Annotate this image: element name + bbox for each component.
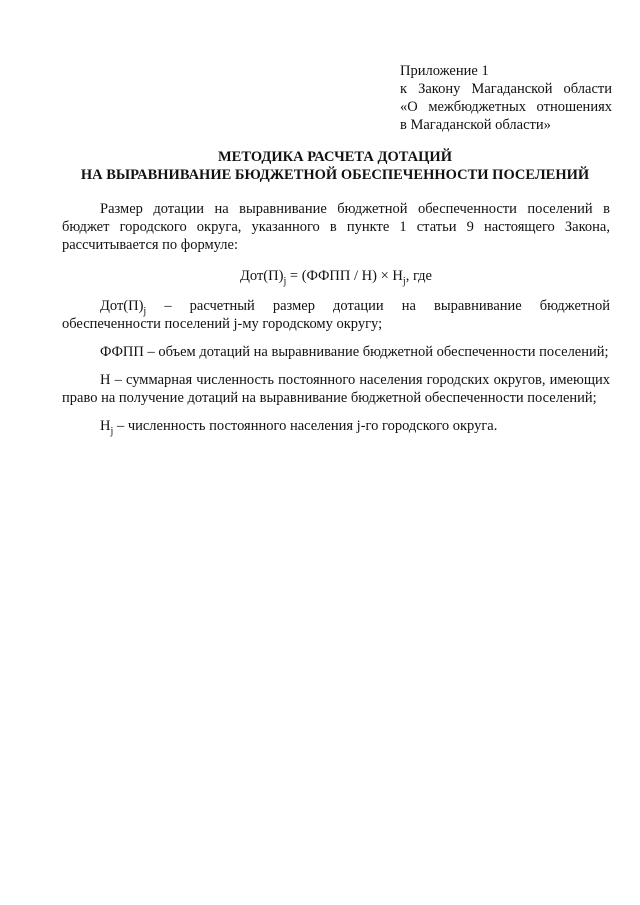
title-line-1: МЕТОДИКА РАСЧЕТА ДОТАЦИЙ [218, 149, 452, 165]
title-line-2: НА ВЫРАВНИВАНИЕ БЮДЖЕТНОЙ ОБЕСПЕЧЕННОСТИ ПОСЕЛЕНИЙ [80, 167, 590, 183]
definition-dot [62, 297, 610, 333]
formula-lhs-subscript: j [283, 275, 287, 287]
definition-term: Н [100, 372, 111, 388]
formula-tail: , где [405, 268, 432, 284]
definition-n-j [62, 417, 610, 435]
definition-term: Н [100, 418, 111, 434]
appendix-line-3: «О межбюджетных отношениях [400, 99, 612, 115]
appendix-line-1: Приложение 1 [400, 63, 489, 79]
definition-text: – расчетный размер дотации на выравнивание бюджетной обеспеченности поселений j-му городскому округу; [62, 298, 610, 332]
formula [62, 267, 610, 285]
document-title [40, 148, 630, 184]
definition-text: – суммарная численность постоянного населения городских округов, имеющих право на получение дотаций на выравнивание бюджетной обеспеченности поселений; [62, 372, 610, 406]
definition-term-subscript: j [110, 425, 114, 437]
intro-paragraph: Размер дотации на выравнивание бюджетной обеспеченности поселений в бюджет городского округа, указанного в пункте 1 статьи 9 настоящего Закона, рассчитывается по формуле: [62, 201, 610, 253]
definition-text: – численность постоянного населения j-го городского округа. [113, 418, 498, 434]
definition-term: Дот(П) [100, 298, 144, 314]
appendix-line-2: к Закону Магаданской области [400, 81, 612, 97]
definition-term: ФФПП [100, 344, 144, 360]
document-body [62, 200, 610, 435]
formula-lhs: Дот(П) [240, 268, 284, 284]
definition-term-subscript: j [143, 305, 147, 317]
appendix-line-4: в Магаданской области» [400, 117, 551, 133]
definition-ffpp [62, 343, 610, 361]
formula-mid-subscript: j [402, 275, 406, 287]
formula-middle: = (ФФПП / Н) × Н [286, 268, 403, 284]
definition-text: – объем дотаций на выравнивание бюджетной обеспеченности поселений; [143, 344, 609, 360]
definition-n-total [62, 371, 610, 407]
appendix-header [400, 62, 612, 134]
